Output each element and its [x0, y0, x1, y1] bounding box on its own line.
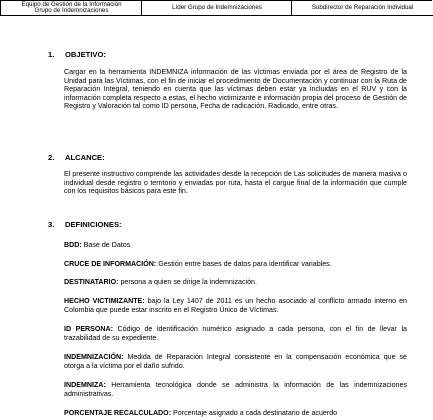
definition-item — [64, 241, 407, 250]
section-number: 3. — [48, 220, 55, 229]
definition-term: DESTINATARIO: — [64, 278, 119, 286]
header-cell-leader — [141, 1, 292, 16]
definition-term: CRUCE DE INFORMACIÓN: — [64, 260, 157, 268]
header-cell-area — [0, 1, 142, 16]
section-number: 2. — [48, 153, 55, 162]
section-objetivo-text: Cargar en la herramienta INDEMNIZA información de las víctimas enviada por el área de Registro de la Unidad para las Víctimas, con el fin de iniciar el procedimiento de Documentación y continuar con la Ruta de Reparación Integral, teniendo en cuenta que las víctimas deben estar ya incluidas en el RUV y con la información completa respecto a estas, el hecho victimizante e información propia del proceso de Gestión de Registro y Valoración tal como ID persona, Fecha de radicación, Radicado, entre otras. — [64, 68, 407, 111]
definition-text: persona a quien se dirige la indemnización. — [118, 278, 257, 286]
section-objetivo-heading — [48, 50, 106, 59]
definition-text: Porcentaje asignado a cada destinatario de acuerdo — [171, 409, 338, 417]
definition-term: PORCENTAJE RECALCULADO: — [64, 409, 172, 417]
section-title: ALCANCE: — [65, 153, 105, 162]
definition-item — [64, 278, 407, 287]
header-area-line1: Equipo de Gestión de la Información — [21, 0, 122, 8]
section-number: 1. — [48, 50, 55, 59]
definition-text: Código de identificación numérico asignado a cada persona, con el fin de llevar la trazabilidad de su expediente. — [64, 325, 407, 342]
definition-term: INDEMNIZA: — [64, 381, 106, 389]
definition-item — [64, 409, 407, 418]
definition-text: Medida de Reparación Integral consistente en la compensación económica que se otorga a la víctima por el daño sufrido. — [64, 353, 407, 370]
definition-term: ID PERSONA: — [64, 325, 114, 333]
definition-item — [64, 297, 407, 314]
definition-text: bajo la Ley 1407 de 2011 es un hecho asociado al conflicto armado interno en Colombia que puede estar inscrito en el Registro Único de Víctimas. — [64, 297, 407, 314]
definition-text: Herramienta tecnológica donde se administra la información de las indemnizaciones administrativas. — [64, 381, 407, 398]
document-header-table — [0, 0, 432, 15]
definition-item — [64, 325, 407, 342]
section-title: DEFINICIONES: — [65, 220, 122, 229]
header-cell-director — [291, 1, 433, 16]
header-director-text: Subdirector de Reparación Individual — [311, 3, 414, 11]
definition-term: INDEMNIZACIÓN: — [64, 353, 124, 361]
section-title: OBJETIVO: — [65, 50, 106, 59]
definition-item — [64, 381, 407, 398]
definition-item — [64, 353, 407, 370]
section-definiciones-heading — [48, 220, 122, 229]
section-alcance-text: El presente instructivo comprende las actividades desde la recepción de Las solicitudes de manera masiva o individual desde registro o territorio y enviadas por ruta, hasta el cargue final de la información que cumple con los requisitos básicos para este fin. — [64, 170, 407, 196]
definition-term: HECHO VICTIMIZANTE: — [64, 297, 145, 305]
definition-term: BDD: — [64, 241, 82, 249]
definition-text: Base de Datos — [81, 241, 131, 249]
definition-text: Gestión entre bases de datos para identificar variables. — [156, 260, 332, 268]
section-alcance-heading — [48, 153, 105, 162]
header-area-line2: Grupo de Indemnizaciones — [34, 7, 109, 14]
definition-item — [64, 260, 407, 269]
header-leader-text: Líder Grupo de Indemnizaciones — [172, 3, 262, 11]
